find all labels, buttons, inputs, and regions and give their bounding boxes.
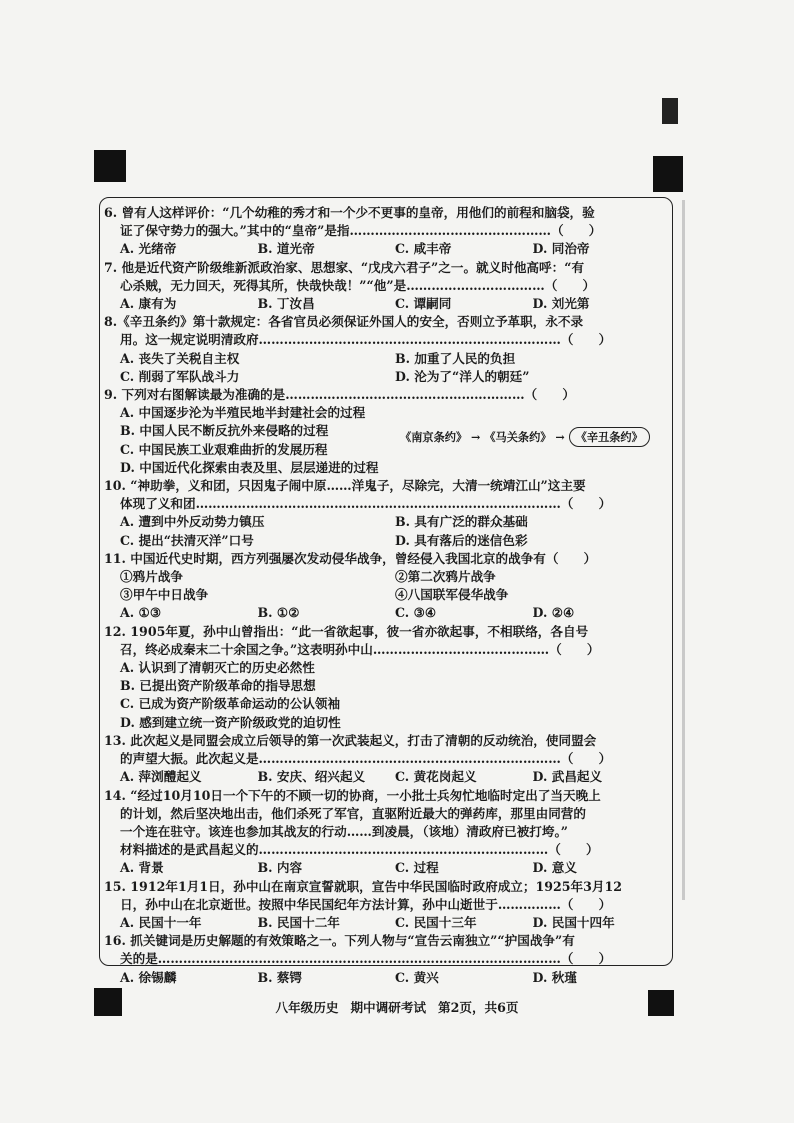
option-c[interactable]: C. 中国民族工业艰难曲折的发展历程 <box>120 441 328 457</box>
option-c[interactable]: C. 过程 <box>395 860 439 876</box>
option-b[interactable]: B. 加重了人民的负担 <box>395 350 516 366</box>
option-d[interactable]: D. 意义 <box>532 860 577 876</box>
option-c[interactable]: C. 黄花岗起义 <box>395 769 477 785</box>
option-b[interactable]: B. 内容 <box>257 860 303 876</box>
option-a[interactable]: A. 认识到了清朝灭亡的历史必然性 <box>120 660 315 676</box>
option-a[interactable]: A. 遭到中外反动势力镇压 <box>120 514 265 530</box>
question-line: 16. 抓关键词是历史解题的有效策略之一。下列人物与“宣告云南独立”“护国战争”有 <box>104 933 575 949</box>
option-a[interactable]: A. 丧失了关税自主权 <box>120 350 240 366</box>
option-a[interactable]: A. 徐锡麟 <box>120 969 177 985</box>
page-footer <box>0 997 794 1016</box>
option-c[interactable]: C. 民国十三年 <box>395 914 477 930</box>
option-a[interactable]: A. 民国十一年 <box>120 914 202 930</box>
question-11 <box>104 550 670 623</box>
registration-mark-top-right <box>653 156 683 192</box>
option-b[interactable]: B. 已提出资产阶级革命的指导思想 <box>120 678 316 694</box>
question-line: 关的是……………………………………………………………………………………（ ） <box>120 951 612 967</box>
option-a[interactable]: A. 康有为 <box>120 296 177 312</box>
option-a[interactable]: A. 光绪帝 <box>120 241 177 257</box>
option-b[interactable]: B. 安庆、绍兴起义 <box>257 769 366 785</box>
question-line: 9. 下列对右图解读最为准确的是…………………………………………………（ ） <box>104 387 575 403</box>
scan-edge-strip <box>682 200 685 900</box>
question-line: 13. 此次起义是同盟会成立后领导的第一次武装起义，打击了清朝的反动统治，使同盟会 <box>104 732 597 748</box>
question-line: 12. 1905年夏，孙中山曾指出：“此一省欲起事，彼一省亦欲起事，不相联络，各自号 <box>104 623 589 639</box>
arrow-icon: → <box>471 430 481 444</box>
option-a[interactable]: A. ①③ <box>120 605 162 621</box>
question-line: 15. 1912年1月1日，孙中山在南京宣誓就职，宣告中华民国临时政府成立；1925年3月12 <box>104 878 623 894</box>
question-7 <box>104 259 670 314</box>
question-line: 日，孙中山在北京逝世。按照中华民国纪年方法计算，孙中山逝世于……………（ ） <box>120 896 612 912</box>
option-b[interactable]: B. 具有广泛的群众基础 <box>395 514 528 530</box>
option-d[interactable]: D. 中国近代化探索由表及里、层层递进的过程 <box>120 459 379 475</box>
treaty-nanjing: 《南京条约》 <box>400 430 468 444</box>
question-line: 一个连在驻守。该连也参加其战友的行动……到凌晨，（该地）清政府已被打垮。” <box>120 823 569 839</box>
option-c[interactable]: C. ③④ <box>395 605 437 621</box>
question-line: 14. “经过10月10日一个下午的不顾一切的协商，一小批士兵匆忙地临时定出了当天晚上 <box>104 787 601 803</box>
option-d[interactable]: D. 感到建立统一资产阶级政党的迫切性 <box>120 714 341 730</box>
option-c[interactable]: C. 谭嗣同 <box>395 296 452 312</box>
question-line: 的声望大振。此次起义是………………………………………………………………（ ） <box>120 751 612 767</box>
registration-mark-top-left <box>94 150 126 182</box>
arrow-icon: → <box>555 430 565 444</box>
footer-page: 第2页，共6页 <box>438 1000 519 1015</box>
option-b[interactable]: B. 蔡锷 <box>257 969 303 985</box>
option-d[interactable]: D. 秋瑾 <box>532 969 577 985</box>
option-d[interactable]: D. 民国十四年 <box>532 914 615 930</box>
option-d[interactable]: D. 具有落后的迷信色彩 <box>395 532 528 548</box>
option-b[interactable]: B. 丁汝昌 <box>257 296 315 312</box>
question-line: 的计划，然后坚决地出击，他们杀死了军官，直驱附近最大的弹药库，那里由同营的 <box>120 805 586 821</box>
option-c[interactable]: C. 已成为资产阶级革命运动的公认领袖 <box>120 696 341 712</box>
option-a[interactable]: A. 萍浏醴起义 <box>120 769 202 785</box>
option-b[interactable]: B. ①② <box>257 605 300 621</box>
treaty-diagram <box>400 424 650 450</box>
question-list <box>104 204 670 987</box>
question-line: 6. 曾有人这样评价：“几个幼稚的秀才和一个少不更事的皇帝，用他们的前程和脑袋，验 <box>104 205 595 220</box>
option-d[interactable]: D. 沦为了“洋人的朝廷” <box>395 368 530 384</box>
question-line: 召，终必成秦末二十余国之争。”这表明孙中山……………………………………（ ） <box>120 641 600 657</box>
question-13 <box>104 732 670 787</box>
option-c[interactable]: C. 黄兴 <box>395 969 439 985</box>
question-15 <box>104 878 670 933</box>
question-line: 心杀贼，无力回天，死得其所，快哉快哉！”“他”是……………………………（ ） <box>120 277 596 293</box>
question-12 <box>104 623 670 732</box>
option-c[interactable]: C. 削弱了军队战斗力 <box>120 368 240 384</box>
option-d[interactable]: D. 武昌起义 <box>532 769 603 785</box>
question-line: 8.《辛丑条约》第十款规定：各省官员必须保证外国人的安全，否则立予革职，永不录 <box>104 314 584 330</box>
question-line: 用。这一规定说明清政府………………………………………………………………（ ） <box>120 332 612 348</box>
question-line: 11. 中国近代史时期，西方列强屡次发动侵华战争，曾经侵入我国北京的战争有（ ） <box>104 550 597 566</box>
question-line: 材料描述的是武昌起义的……………………………………………………………（ ） <box>120 842 599 858</box>
option-c[interactable]: C. 咸丰帝 <box>395 241 452 257</box>
treaty-xinchou: 《辛丑条约》 <box>569 427 650 447</box>
question-14 <box>104 787 670 878</box>
question-6 <box>104 204 670 259</box>
question-line: 10. “神助拳，义和团，只因鬼子闹中原……洋鬼子，尽除完，大清一统靖江山”这主要 <box>104 478 586 494</box>
option-d[interactable]: D. 刘光第 <box>532 296 590 312</box>
question-10 <box>104 477 670 550</box>
option-d[interactable]: D. 同治帝 <box>532 241 590 257</box>
question-line: 体现了义和团……………………………………………………………………………（ ） <box>120 496 612 512</box>
list-item: ④八国联军侵华战争 <box>395 587 509 603</box>
option-c[interactable]: C. 提出“扶清灭洋”口号 <box>120 532 254 548</box>
option-b[interactable]: B. 民国十二年 <box>257 914 340 930</box>
option-d[interactable]: D. ②④ <box>532 605 575 621</box>
list-item: ①鸦片战争 <box>120 569 183 585</box>
option-a[interactable]: A. 中国逐步沦为半殖民地半封建社会的过程 <box>120 405 366 421</box>
footer-subject: 八年级历史 <box>275 1000 339 1015</box>
question-16 <box>104 932 670 987</box>
question-8 <box>104 313 670 386</box>
list-item: ③甲午中日战争 <box>120 587 209 603</box>
option-a[interactable]: A. 背景 <box>120 860 164 876</box>
option-b[interactable]: B. 道光帝 <box>257 241 315 257</box>
question-line: 证了保守势力的强大。”其中的“皇帝”是指…………………………………………（ ） <box>120 223 602 239</box>
footer-exam: 期中调研考试 <box>350 1000 427 1015</box>
question-line: 7. 他是近代资产阶级维新派政治家、思想家、“戊戌六君子”之一。就义时他高呼：“有 <box>104 259 585 275</box>
scan-edge-mark <box>662 98 678 124</box>
list-item: ②第二次鸦片战争 <box>395 569 496 585</box>
option-b[interactable]: B. 中国人民不断反抗外来侵略的过程 <box>120 423 329 439</box>
treaty-maguan: 《马关条约》 <box>484 430 552 444</box>
